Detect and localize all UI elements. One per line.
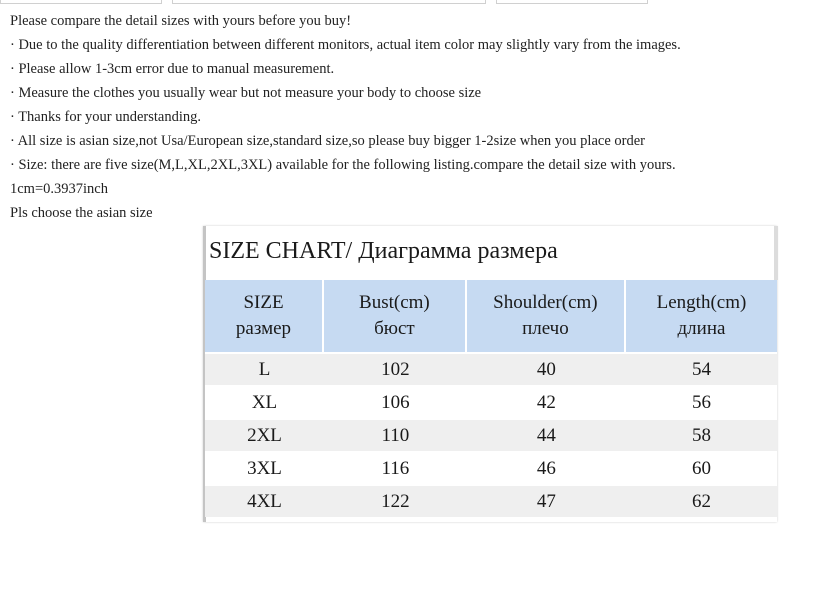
note-line: Please compare the detail sizes with yours before you buy! bbox=[10, 13, 352, 29]
table-row bbox=[205, 385, 777, 418]
cell-shoulder: 40 bbox=[467, 352, 626, 385]
cell-length: 56 bbox=[626, 385, 777, 418]
note-line: Pls choose the asian size bbox=[10, 205, 153, 221]
header-length bbox=[626, 280, 777, 352]
cell-length: 58 bbox=[626, 418, 777, 451]
note-line: · Size: there are five size(M,L,XL,2XL,3XL) available for the following listing.compare the detail size with yours. bbox=[10, 157, 676, 173]
header-label-ru: плечо bbox=[522, 318, 569, 339]
cell-size: 2XL bbox=[205, 418, 324, 451]
note-line: · All size is asian size,not Usa/European size,standard size,so please buy bigger 1-2size when you place order bbox=[10, 133, 645, 149]
header-bust bbox=[324, 280, 467, 352]
cell-size: L bbox=[205, 352, 324, 385]
header-label-ru: длина bbox=[677, 318, 726, 339]
header-label-en: Length(cm) bbox=[656, 292, 747, 313]
top-tab bbox=[0, 0, 162, 4]
cell-bust: 122 bbox=[324, 484, 467, 517]
header-label-en: Bust(cm) bbox=[359, 292, 430, 313]
note-line: · Thanks for your understanding. bbox=[10, 109, 202, 125]
header-label-en: SIZE bbox=[243, 292, 284, 313]
cell-bust: 110 bbox=[324, 418, 467, 451]
note-line: · Measure the clothes you usually wear but not measure your body to choose size bbox=[10, 85, 482, 101]
table-row bbox=[205, 484, 777, 517]
size-table-header bbox=[205, 280, 777, 352]
cell-shoulder: 47 bbox=[467, 484, 626, 517]
cell-size: XL bbox=[205, 385, 324, 418]
top-tab bbox=[172, 0, 486, 4]
note-line: 1cm=0.3937inch bbox=[10, 181, 108, 197]
top-tab bbox=[496, 0, 648, 4]
cell-bust: 106 bbox=[324, 385, 467, 418]
size-chart-title: SIZE CHART/ Диаграмма размера bbox=[209, 238, 558, 264]
cell-length: 54 bbox=[626, 352, 777, 385]
size-chart bbox=[203, 226, 777, 522]
table-row bbox=[205, 418, 777, 451]
table-row bbox=[205, 451, 777, 484]
header-label-ru: размер bbox=[235, 318, 292, 339]
table-row bbox=[205, 352, 777, 385]
header-shoulder bbox=[467, 280, 626, 352]
cell-shoulder: 42 bbox=[467, 385, 626, 418]
cell-bust: 102 bbox=[324, 352, 467, 385]
cell-shoulder: 46 bbox=[467, 451, 626, 484]
header-label-ru: бюст bbox=[374, 318, 415, 339]
cell-shoulder: 44 bbox=[467, 418, 626, 451]
cell-length: 62 bbox=[626, 484, 777, 517]
header-label-en: Shoulder(cm) bbox=[493, 292, 598, 313]
top-tab-strip bbox=[0, 0, 815, 4]
cell-length: 60 bbox=[626, 451, 777, 484]
cell-size: 4XL bbox=[205, 484, 324, 517]
size-table bbox=[205, 280, 777, 517]
note-line: · Due to the quality differentiation between different monitors, actual item color may slightly vary from the images. bbox=[10, 37, 681, 53]
header-size bbox=[205, 280, 324, 352]
cell-bust: 116 bbox=[324, 451, 467, 484]
cell-size: 3XL bbox=[205, 451, 324, 484]
size-notes bbox=[10, 9, 810, 225]
note-line: · Please allow 1-3cm error due to manual measurement. bbox=[10, 61, 335, 77]
